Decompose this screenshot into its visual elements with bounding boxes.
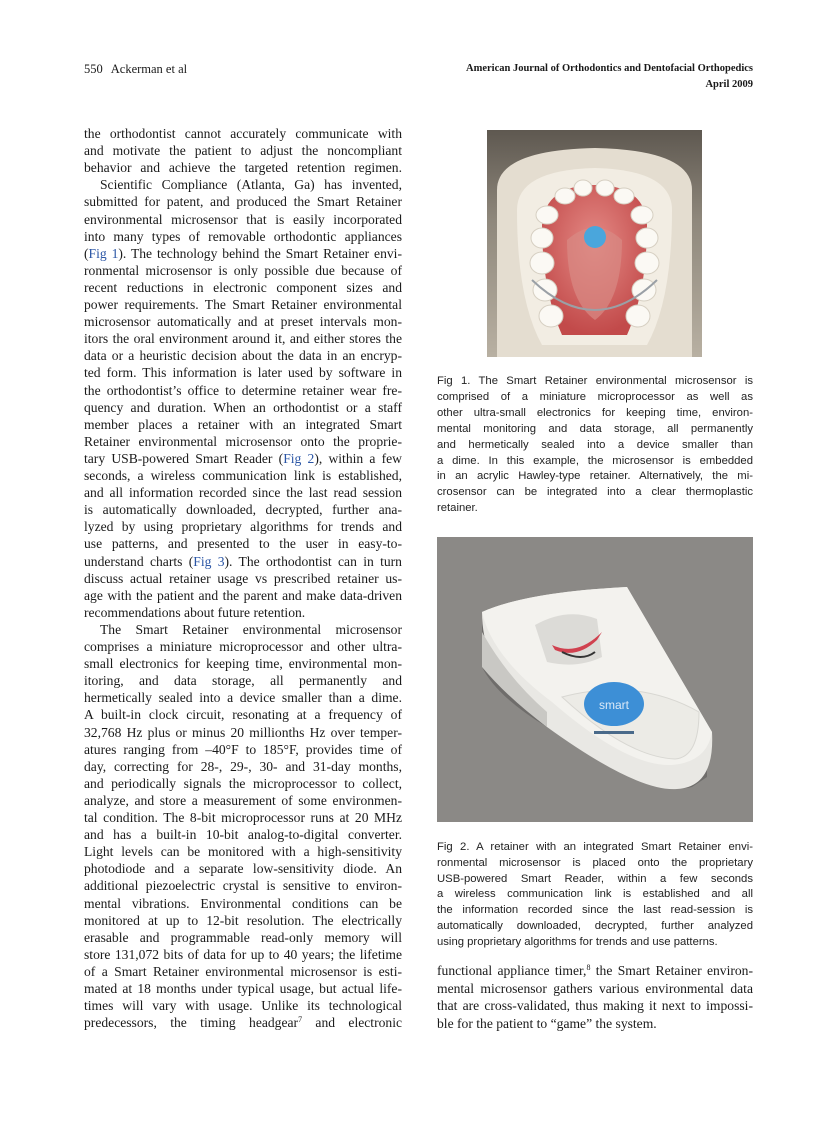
body-text-line [84, 211, 402, 228]
text-run: mental microsensor gathers various environmental data [437, 980, 753, 996]
text-run: a wireless communication link is established and all [437, 888, 753, 901]
text-run: small electronics for keeping time, environmental mon- [84, 656, 402, 672]
body-text-line [84, 775, 402, 792]
body-text-line [84, 1014, 402, 1031]
citation-superscript[interactable]: 8 [586, 963, 591, 972]
figure-reference-link[interactable]: Fig 1 [88, 245, 119, 261]
text-run: comprises a miniature microprocessor and other ultra- [84, 639, 402, 654]
text-run: the orthodontist cannot accurately communicate with [84, 126, 402, 141]
body-text-line [84, 604, 402, 621]
text-run: lyzed by using proprietary algorithms for trends and [84, 519, 402, 535]
text-run: erasable and programmable read-only memory will [84, 929, 402, 945]
text-run: ronmental microsensor is placed onto the proprietary [437, 856, 753, 869]
caption-line [437, 887, 753, 903]
body-text-line [84, 655, 402, 672]
text-run: environmental microsensor that is easily incorporated [84, 211, 402, 227]
caption-line [437, 501, 753, 517]
text-run: ). The orthodontist can in turn [224, 553, 402, 569]
body-text-line [84, 262, 402, 279]
body-text-line [84, 347, 402, 364]
caption-line [437, 438, 753, 454]
text-run: the orthodontist’s office to determine retainer wear fre- [84, 382, 402, 398]
body-text-line [84, 125, 402, 142]
body-text-line [84, 399, 402, 416]
figure-reference-link[interactable]: Fig 3 [193, 553, 225, 569]
text-run: seconds, a wireless communication link is established, [84, 468, 402, 483]
body-text-line [84, 142, 402, 159]
text-run: use patterns, and presented to the user in easy-to- [84, 536, 402, 552]
body-text-line [84, 587, 402, 604]
body-text-line [84, 450, 402, 467]
text-run: and has a built-in 10-bit analog-to-digital converter. [84, 827, 402, 843]
body-text-line [84, 929, 402, 946]
text-run: analyze, and store a measurement of some environmen- [84, 792, 402, 808]
body-text-line [84, 245, 402, 262]
figure1-retainer-photo [487, 130, 702, 357]
text-run: predecessors, the timing headgear [84, 1015, 299, 1031]
body-text-line [84, 741, 402, 758]
body-text-line [84, 980, 402, 997]
body-text-line [84, 724, 402, 741]
caption-line [437, 935, 753, 951]
body-text-line [84, 570, 402, 587]
text-run: a dime. In this example, the microsensor is embedded [437, 454, 753, 467]
body-text-line [84, 296, 402, 313]
caption-line [437, 469, 753, 485]
body-text-line [84, 672, 402, 689]
caption-line [437, 485, 753, 501]
body-text-line [437, 997, 753, 1015]
text-run: Fig 2. A retainer with an integrated Smart Retainer envi- [437, 841, 753, 853]
text-run: that are cross-validated, thus making it next to impossi- [437, 998, 753, 1014]
text-run: and periodically signals the microprocessor to collect, [84, 775, 402, 791]
body-text-line [84, 553, 402, 570]
text-run: is automatically downloaded, decrypted, further ana- [84, 502, 402, 518]
caption-line [437, 903, 753, 919]
smart-logo-text: smart [599, 698, 629, 712]
text-run: microsensor automatically and at preset intervals mon- [84, 314, 402, 330]
caption-line [437, 856, 753, 872]
text-run: comprised of a miniature microprocessor as well as [437, 390, 753, 403]
body-text-line [84, 535, 402, 552]
body-text-line [84, 364, 402, 381]
body-text-line [84, 416, 402, 433]
body-text-line [84, 826, 402, 843]
text-run: ronmental microsensor is only possible due because of [84, 262, 402, 278]
text-run: automatically downloaded, decrypted, further analyzed [437, 920, 753, 932]
text-run: and all information recorded since the last read session [84, 485, 402, 501]
text-run: Scientific Compliance (Atlanta, Ga) has invented, [100, 177, 402, 193]
caption-line [437, 406, 753, 422]
text-run: the Smart Retainer environ- [590, 963, 753, 978]
page-number: 550 [84, 62, 103, 76]
text-run: ble for the patient to “game” the system. [437, 1016, 657, 1032]
text-run: Light levels can be monitored with a high-sensitivity [84, 844, 402, 860]
text-run: ( [84, 245, 89, 261]
text-run: quency and duration. When an orthodontist or a staff [84, 399, 402, 415]
body-text-line [84, 176, 402, 193]
body-text-line [84, 689, 402, 706]
body-text-line [84, 963, 402, 980]
body-text-line [84, 895, 402, 912]
body-text-line [84, 809, 402, 826]
body-text-line [84, 433, 402, 450]
text-run: 32,768 Hz plus or minus 20 millionths Hz over temper- [84, 724, 402, 740]
body-text-line [84, 518, 402, 535]
citation-superscript[interactable]: 7 [298, 1015, 303, 1025]
text-run: of a Smart Retainer environmental microsensor is esti- [84, 963, 402, 979]
text-run: hermetically sealed into a device smaller than a dime. [84, 690, 402, 706]
text-run: A built-in clock circuit, resonating at a frequency of [84, 707, 402, 723]
text-run: data or a heuristic decision about the data in an encryp- [84, 348, 402, 364]
body-text-line [437, 962, 753, 980]
text-run: functional appliance timer, [437, 963, 587, 978]
figure-reference-link[interactable]: Fig 2 [283, 450, 315, 466]
caption-line [437, 454, 753, 470]
text-run: and motivate the patient to adjust the noncompliant [84, 143, 402, 159]
caption-line [437, 840, 753, 856]
body-text-line [84, 877, 402, 894]
body-text-line [84, 912, 402, 929]
caption-line [437, 422, 753, 438]
text-run: day, correcting for 28-, 29-, 30- and 31-day months, [84, 758, 402, 774]
caption-line [437, 872, 753, 888]
text-run: mental vibrations. Environmental conditions can be [84, 895, 402, 911]
body-text-line [84, 843, 402, 860]
text-run: age with the patient and the parent and make data-driven [84, 587, 402, 603]
body-text-line [84, 621, 402, 638]
journal-title: American Journal of Orthodontics and Dentofacial Orthopedics [466, 63, 753, 74]
text-run: tal condition. The 8-bit microprocessor runs at 20 MHz [84, 810, 402, 825]
caption-line [437, 374, 753, 390]
body-text-line [84, 792, 402, 809]
text-run: crosensor can be integrated into a clear thermoplastic [437, 486, 753, 499]
running-authors: Ackerman et al [110, 62, 188, 76]
body-text-line [84, 313, 402, 330]
text-run: ), within a few [314, 450, 402, 466]
text-run: power requirements. The Smart Retainer environmental [84, 297, 402, 312]
text-run: the information recorded since the last read-session is [437, 904, 753, 917]
issue-date: April 2009 [705, 79, 753, 90]
text-run: in an acrylic Hawley-type retainer. Alternatively, the mi- [437, 470, 753, 483]
body-text-line [84, 228, 402, 245]
body-text-line [84, 159, 402, 176]
text-run: and hermetically sealed into a device smaller than [437, 438, 753, 451]
body-text-line [84, 997, 402, 1014]
running-header-left [84, 62, 195, 77]
text-run: mated at 18 months under typical usage, but actual life- [84, 981, 402, 996]
caption-line [437, 390, 753, 406]
body-text-line [84, 193, 402, 210]
body-text-line [84, 382, 402, 399]
text-run: understand charts ( [84, 553, 194, 569]
body-text-line [84, 758, 402, 775]
text-run: submitted for patent, and produced the Smart Retainer [84, 194, 402, 210]
body-text-line [84, 706, 402, 723]
body-text-line [84, 946, 402, 963]
text-run: The Smart Retainer environmental microsensor [100, 621, 402, 637]
text-run: other ultra-small electronics for keeping time, environ- [437, 406, 753, 419]
body-text-line [84, 467, 402, 484]
body-text-line [437, 980, 753, 998]
body-text-line [84, 279, 402, 296]
text-run: Retainer environmental microsensor onto the proprie- [84, 433, 402, 449]
body-text-line [84, 638, 402, 655]
text-run: recommendations about future retention. [84, 604, 306, 620]
text-run: USB-powered Smart Reader, within a few seconds [437, 872, 753, 885]
text-run: ). The technology behind the Smart Retainer envi- [118, 245, 402, 261]
body-text-line [84, 484, 402, 501]
text-run: discuss actual retainer usage vs prescribed retainer us- [84, 570, 402, 586]
text-run: behavior and achieve the targeted retention regimen. [84, 160, 402, 176]
text-run: itoring, and data storage, all permanently and [84, 673, 402, 689]
figure2-smart-reader-photo [437, 537, 753, 822]
body-text-line [437, 1015, 753, 1033]
text-run: photodiode and a separate low-sensitivity diode. An [84, 861, 402, 877]
text-run: using proprietary algorithms for trends and use patterns. [437, 935, 718, 948]
text-run: store 131,072 bits of data for up to 40 years; the lifetime [84, 946, 402, 962]
text-run: retainer. [437, 502, 478, 515]
text-run: and electronic [302, 1015, 402, 1031]
text-run: into many types of removable orthodontic appliances [84, 228, 402, 244]
text-run: atures ranging from –40°F to 185°F, provides time of [84, 741, 402, 757]
text-run: ted form. This information is later used by software in [84, 365, 402, 381]
body-text-line [84, 330, 402, 347]
text-run: mental monitoring and data storage, all permanently [437, 422, 753, 435]
text-run: tary USB-powered Smart Reader ( [84, 450, 284, 466]
caption-line [437, 919, 753, 935]
text-run: times will vary with usage. Unlike its technological [84, 998, 402, 1014]
text-run: Fig 1. The Smart Retainer environmental microsensor is [437, 375, 753, 387]
text-run: recent reductions in electronic component sizes and [84, 279, 402, 295]
body-text-line [84, 860, 402, 877]
body-text-line [84, 501, 402, 518]
text-run: member places a retainer with an integrated Smart [84, 416, 402, 432]
text-run: monitored at up to 12-bit resolution. The electrically [84, 912, 402, 928]
text-run: additional piezoelectric crystal is sensitive to environ- [84, 878, 402, 894]
microsensor [584, 226, 606, 248]
text-run: itors the oral environment around it, and either stores the [84, 331, 402, 347]
